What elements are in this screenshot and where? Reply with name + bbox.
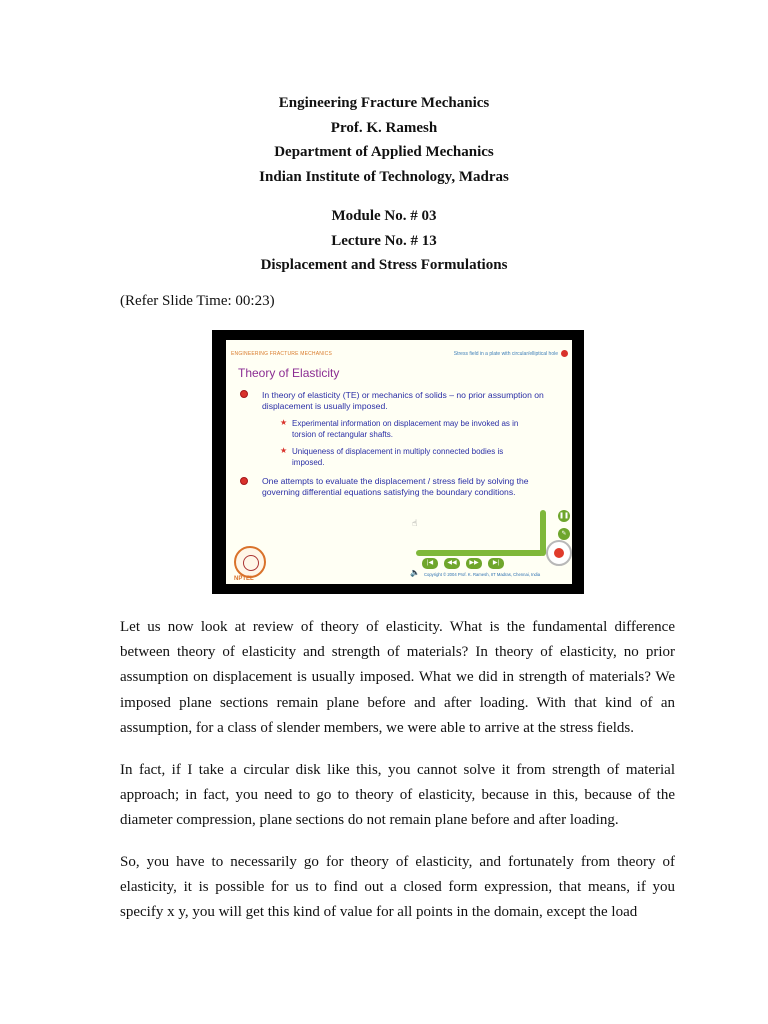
professor-name: Prof. K. Ramesh xyxy=(330,119,438,136)
slide-content xyxy=(226,340,572,584)
module-number: Module No. # 03 xyxy=(331,208,437,224)
lecture-header xyxy=(0,204,768,278)
department-name: Department of Applied Mechanics xyxy=(274,144,494,160)
lecture-number: Lecture No. # 13 xyxy=(331,232,437,249)
star-bullet-icon: ★ xyxy=(280,418,288,427)
slide-copyright: Copyright © 2004 Prof. K. Ramesh, IIT Madras, Chennai, India xyxy=(424,572,541,577)
nptel-logo: NPTEL xyxy=(234,576,254,582)
cursor-icon: ☝ xyxy=(412,518,418,528)
paragraph-2: In fact, if I take a circular disk like this, you cannot solve it from strength of material approach; in fact, you need to go to theory of elasticity, because in this, because of the diameter compression, plane sections do not remain plane before and after loading. xyxy=(120,762,675,829)
document-header xyxy=(0,91,768,189)
bullet-icon xyxy=(240,390,248,398)
course-title: Engineering Fracture Mechanics xyxy=(278,95,490,111)
slide-bullet-1: In theory of elasticity (TE) or mechanics of solids – no prior assumption on displacement is usually imposed. xyxy=(262,390,544,411)
lecture-topic: Displacement and Stress Formulations xyxy=(260,257,508,273)
slide-course-label: ENGINEERING FRACTURE MECHANICS xyxy=(231,351,333,357)
next-icon[interactable]: ▶▶ xyxy=(466,558,482,569)
paragraph-3: So, you have to necessarily go for theory of elasticity, and fortunately from theory of elasticity, it is possible for us to find out a closed form expression, that means, if you specify x y, you will get this kind of value for all points in the domain, except the load xyxy=(120,854,675,921)
prev-icon[interactable]: ◀◀ xyxy=(444,558,460,569)
refer-slide-time: (Refer Slide Time: 00:23) xyxy=(120,293,275,309)
first-icon[interactable]: |◀ xyxy=(422,558,438,569)
institute-name: Indian Institute of Technology, Madras xyxy=(259,168,509,185)
slide-nav-bar xyxy=(416,550,544,556)
star-bullet-icon: ★ xyxy=(280,446,288,455)
bullet-icon xyxy=(240,477,248,485)
pen-icon[interactable]: ✎ xyxy=(558,528,570,540)
pause-icon[interactable]: ❚❚ xyxy=(558,510,570,522)
slide-bullet-2: One attempts to evaluate the displacement / stress field by solving the governing differential equations satisfying the boundary conditions. xyxy=(262,476,529,497)
slide-sub-bullet-2: Uniqueness of displacement in multiply connected bodies is imposed. xyxy=(292,447,504,467)
paragraph-1: Let us now look at review of theory of elasticity. What is the fundamental difference between theory of elasticity and strength of materials? In theory of elasticity, no prior assumption on displacement is usually imposed. What we did in strength of materials? We imposed plane sections remain plane before and after loading. With that kind of an assumption, for a class of slender members, we were able to arrive at the stress fields. xyxy=(120,619,675,736)
dial-icon xyxy=(546,540,572,566)
speaker-icon[interactable]: 🔈 xyxy=(410,568,420,577)
lecture-logo-icon xyxy=(561,350,568,357)
slide-sub-bullet-1: Experimental information on displacement may be invoked as in torsion of rectangular shafts. xyxy=(292,419,519,439)
slide-image xyxy=(212,330,584,594)
last-icon[interactable]: ▶| xyxy=(488,558,504,569)
slide-title: Theory of Elasticity xyxy=(238,366,340,380)
lecture-logo-icon xyxy=(234,546,266,578)
slide-topic-label: Stress field in a plate with circular/elliptical hole xyxy=(453,351,558,357)
